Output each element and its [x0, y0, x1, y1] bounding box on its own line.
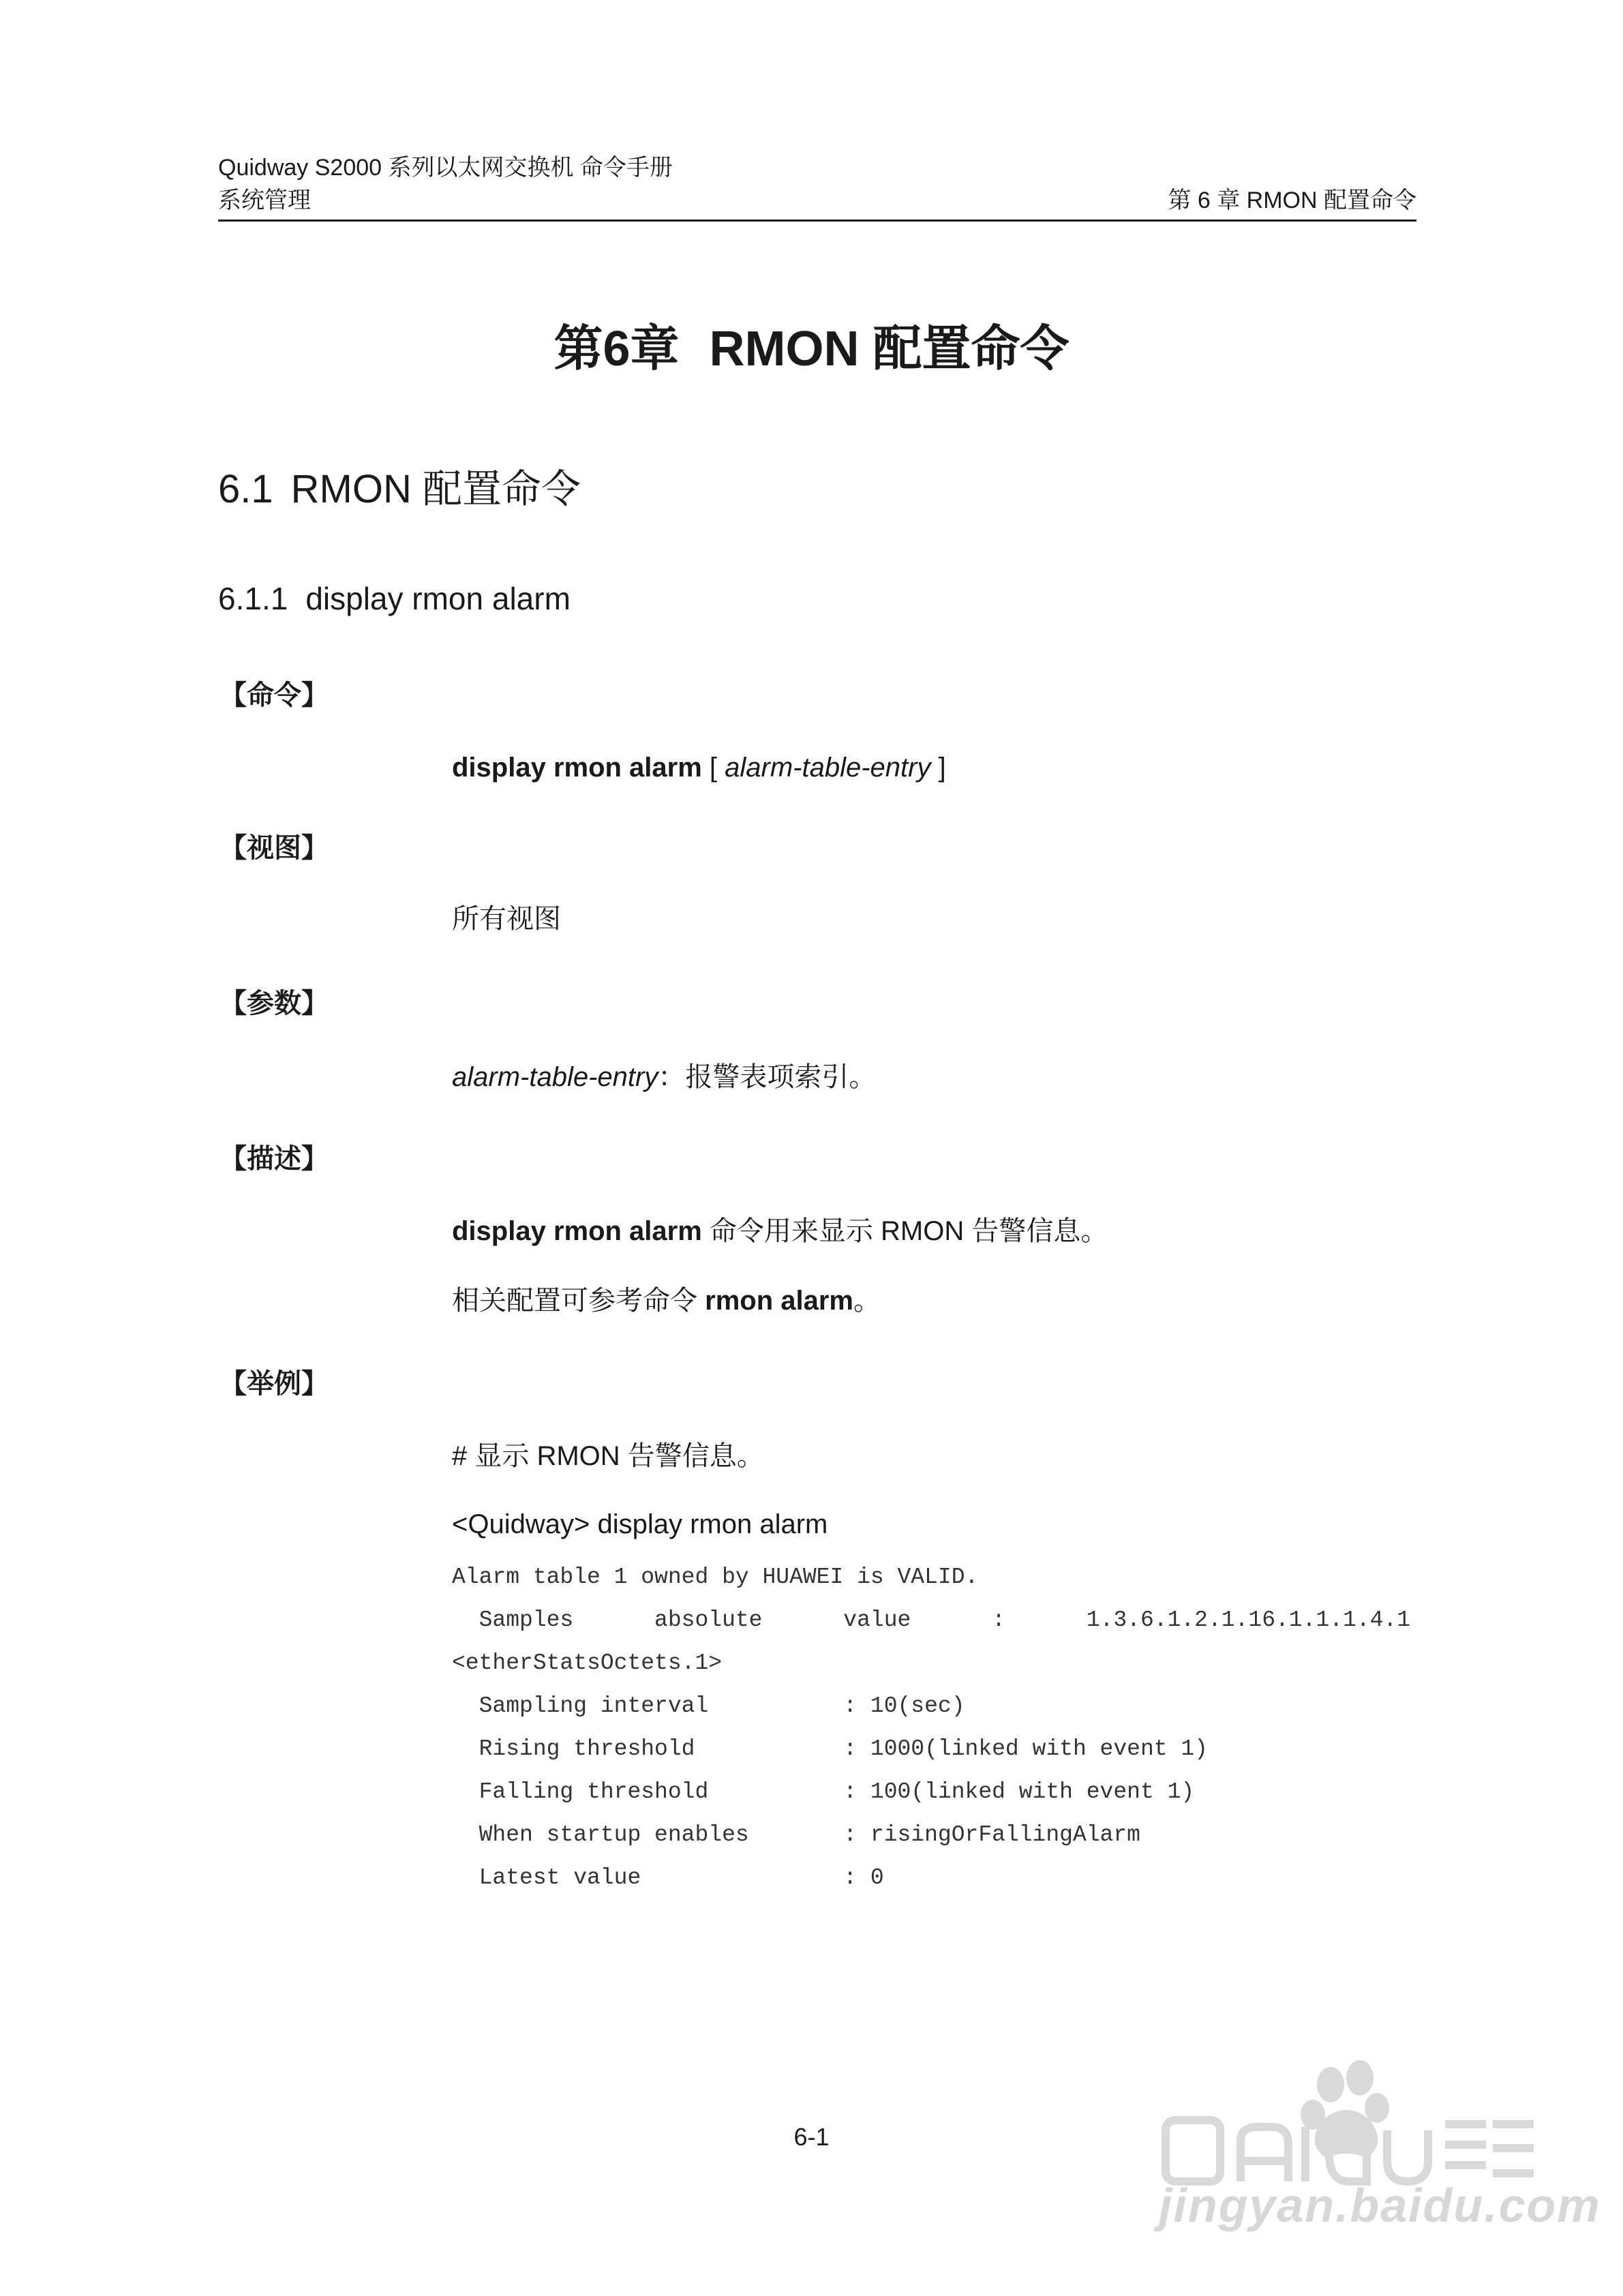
description-ref-cmd: rmon alarm — [705, 1286, 853, 1316]
chapter-title — [0, 315, 1623, 383]
chapter-name: RMON 配置命令 — [709, 322, 1070, 376]
description-text: 命令用来显示 RMON 告警信息。 — [701, 1216, 1108, 1246]
param-desc: ：报警表项索引。 — [658, 1062, 877, 1092]
description-ref-text: 相关配置可参考命令 — [452, 1286, 706, 1316]
label-description: 【描述】 — [219, 1144, 329, 1174]
command-open: [ — [701, 753, 725, 783]
description-cmd: display rmon alarm — [452, 1216, 702, 1246]
description-line-1 — [452, 1212, 1108, 1250]
command-keyword: display rmon alarm — [452, 753, 702, 783]
output-line: Samples absolute value : 1.3.6.1.2.1.16.1.1.1.4.1 — [452, 1607, 1411, 1633]
command-syntax — [452, 749, 946, 787]
watermark-url: jingyan.baidu.com — [1159, 2179, 1601, 2232]
header-left — [218, 151, 673, 217]
output-line: Alarm table 1 owned by HUAWEI is VALID. — [452, 1565, 979, 1590]
label-example: 【举例】 — [219, 1369, 329, 1399]
output-line: <etherStatsOctets.1> — [452, 1650, 723, 1676]
header-rule — [218, 220, 1416, 222]
label-view: 【视图】 — [219, 833, 329, 863]
section-title — [218, 462, 581, 517]
output-line: Falling threshold : 100(linked with event 1) — [452, 1779, 1195, 1804]
view-text: 所有视图 — [452, 904, 561, 934]
output-line: When startup enables : risingOrFallingAlarm — [452, 1822, 1140, 1847]
label-command: 【命令】 — [219, 680, 329, 710]
output-line: Rising threshold : 1000(linked with event 1) — [452, 1736, 1208, 1762]
example-comment: # 显示 RMON 告警信息。 — [452, 1441, 764, 1471]
page-number: 6-1 — [793, 2123, 830, 2151]
description-line-2 — [452, 1282, 881, 1320]
param-line — [452, 1058, 876, 1096]
output-line: Sampling interval : 10(sec) — [452, 1693, 965, 1719]
baidu-watermark-logo — [1152, 2052, 1547, 2277]
label-params: 【参数】 — [219, 988, 329, 1018]
section-number: 6.1 — [218, 467, 273, 511]
header-chapter: 第 6 章 RMON 配置命令 — [1168, 187, 1416, 213]
header-volume: 系统管理 — [218, 187, 311, 213]
subsection-title — [218, 577, 571, 620]
section-name: RMON 配置命令 — [290, 467, 581, 511]
description-ref-end: 。 — [853, 1286, 881, 1316]
param-name: alarm-table-entry — [452, 1062, 658, 1092]
subsection-name: display rmon alarm — [305, 581, 571, 616]
example-prompt: <Quidway> display rmon alarm — [452, 1509, 828, 1539]
chapter-number: 第6章 — [553, 322, 680, 376]
subsection-number: 6.1.1 — [218, 581, 288, 616]
header-doc-title: Quidway S2000 系列以太网交换机 命令手册 — [218, 155, 673, 181]
output-line: Latest value : 0 — [452, 1865, 884, 1890]
command-arg: alarm-table-entry — [725, 753, 931, 783]
command-close: ] — [930, 753, 946, 783]
